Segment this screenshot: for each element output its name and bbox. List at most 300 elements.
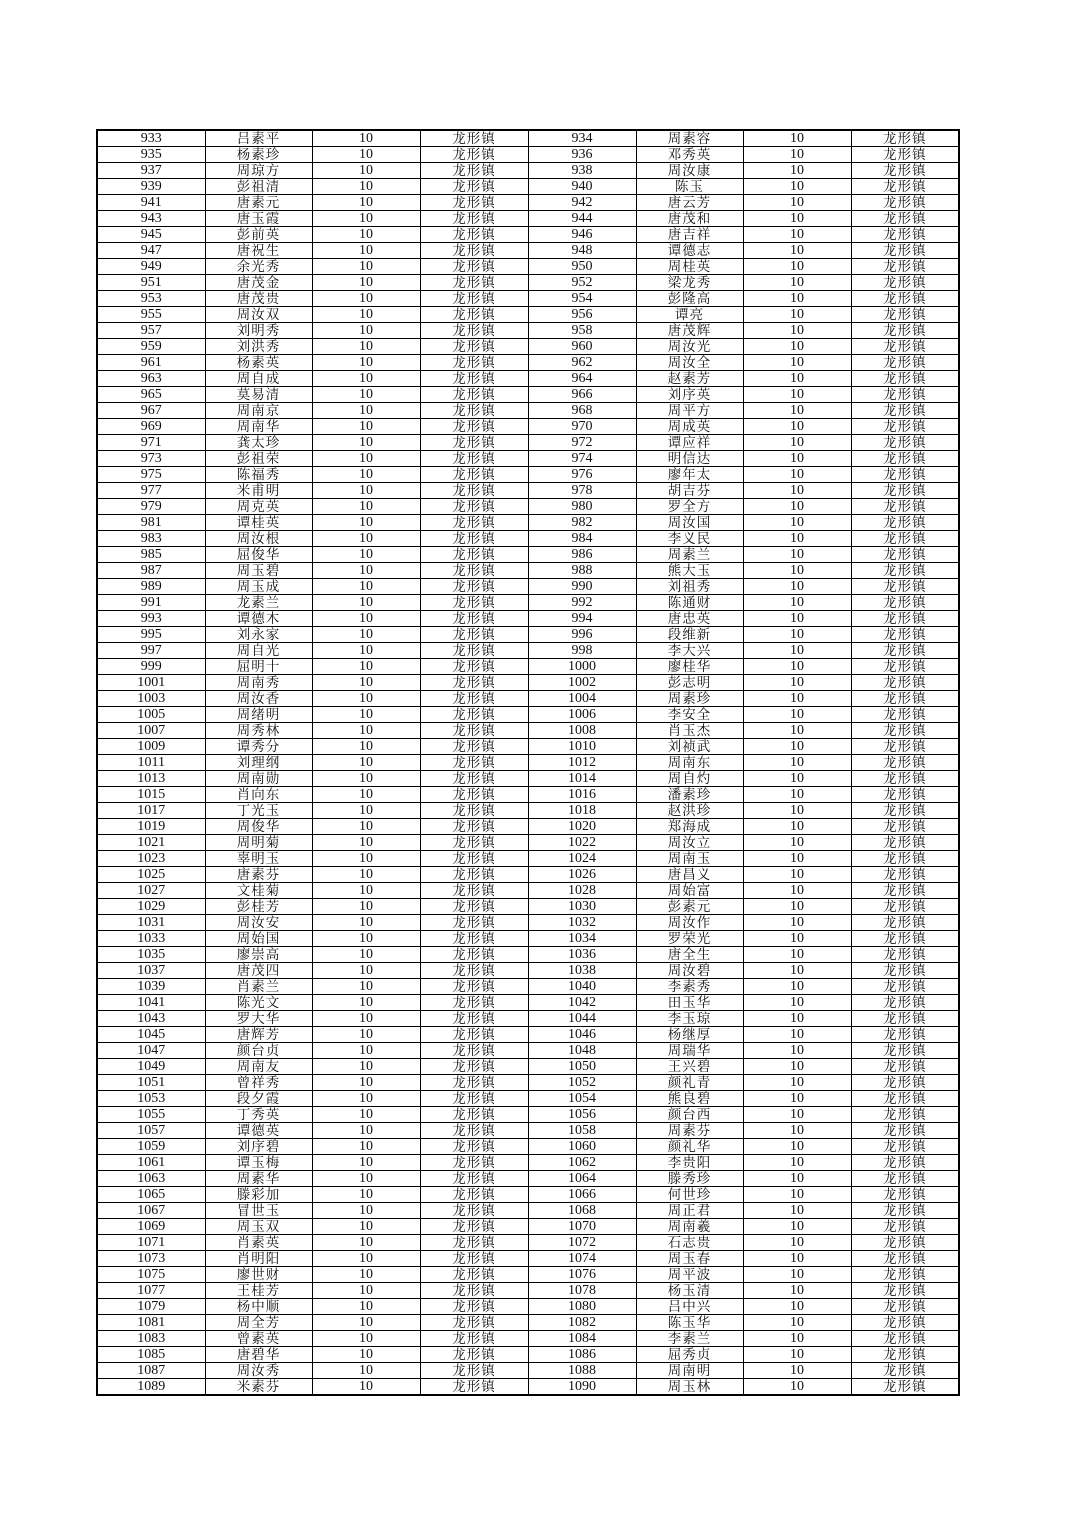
town-right: 龙形镇	[851, 547, 959, 563]
amount-left: 10	[312, 1299, 420, 1315]
name-left: 周汝双	[205, 307, 312, 323]
name-left: 周素华	[205, 1171, 312, 1187]
town-right: 龙形镇	[851, 643, 959, 659]
amount-left: 10	[312, 835, 420, 851]
name-right: 周始富	[636, 883, 743, 899]
name-left: 唐玉霞	[205, 211, 312, 227]
name-right: 周汝立	[636, 835, 743, 851]
beneficiary-table	[96, 129, 960, 1396]
amount-right: 10	[743, 195, 851, 211]
table-row	[97, 787, 959, 803]
table-row	[97, 1347, 959, 1363]
name-right: 廖桂华	[636, 659, 743, 675]
town-right: 龙形镇	[851, 1139, 959, 1155]
town-left: 龙形镇	[420, 947, 528, 963]
amount-right: 10	[743, 1299, 851, 1315]
name-left: 杨中顺	[205, 1299, 312, 1315]
name-right: 李素秀	[636, 979, 743, 995]
serial-number-left: 1057	[97, 1123, 205, 1139]
town-left: 龙形镇	[420, 130, 528, 147]
table-row	[97, 931, 959, 947]
amount-right: 10	[743, 130, 851, 147]
name-left: 廖世财	[205, 1267, 312, 1283]
name-right: 周正君	[636, 1203, 743, 1219]
town-left: 龙形镇	[420, 867, 528, 883]
table-row	[97, 467, 959, 483]
town-right: 龙形镇	[851, 1315, 959, 1331]
amount-right: 10	[743, 963, 851, 979]
name-left: 丁光玉	[205, 803, 312, 819]
serial-number-left: 1059	[97, 1139, 205, 1155]
serial-number-right: 944	[528, 211, 636, 227]
town-right: 龙形镇	[851, 1043, 959, 1059]
table-row	[97, 659, 959, 675]
town-left: 龙形镇	[420, 243, 528, 259]
serial-number-right: 978	[528, 483, 636, 499]
table-row	[97, 739, 959, 755]
table-row	[97, 147, 959, 163]
serial-number-left: 1043	[97, 1011, 205, 1027]
serial-number-right: 1018	[528, 803, 636, 819]
name-left: 唐祝生	[205, 243, 312, 259]
name-left: 吕素平	[205, 130, 312, 147]
amount-right: 10	[743, 1171, 851, 1187]
name-left: 周玉双	[205, 1219, 312, 1235]
amount-left: 10	[312, 707, 420, 723]
name-right: 明信达	[636, 451, 743, 467]
name-left: 曾祥秀	[205, 1075, 312, 1091]
amount-left: 10	[312, 243, 420, 259]
town-right: 龙形镇	[851, 227, 959, 243]
name-right: 颜礼青	[636, 1075, 743, 1091]
serial-number-left: 1017	[97, 803, 205, 819]
serial-number-right: 996	[528, 627, 636, 643]
town-left: 龙形镇	[420, 1363, 528, 1379]
name-left: 周克英	[205, 499, 312, 515]
name-right: 周南东	[636, 755, 743, 771]
amount-left: 10	[312, 675, 420, 691]
name-left: 周玉成	[205, 579, 312, 595]
serial-number-right: 936	[528, 147, 636, 163]
serial-number-right: 1064	[528, 1171, 636, 1187]
amount-left: 10	[312, 1203, 420, 1219]
town-left: 龙形镇	[420, 1283, 528, 1299]
serial-number-right: 1006	[528, 707, 636, 723]
serial-number-left: 1013	[97, 771, 205, 787]
table-body	[97, 130, 959, 1395]
serial-number-left: 1077	[97, 1283, 205, 1299]
town-left: 龙形镇	[420, 419, 528, 435]
name-left: 周自光	[205, 643, 312, 659]
town-right: 龙形镇	[851, 211, 959, 227]
town-right: 龙形镇	[851, 323, 959, 339]
town-right: 龙形镇	[851, 243, 959, 259]
town-right: 龙形镇	[851, 483, 959, 499]
serial-number-left: 951	[97, 275, 205, 291]
amount-right: 10	[743, 723, 851, 739]
table-row	[97, 707, 959, 723]
name-left: 滕彩加	[205, 1187, 312, 1203]
town-right: 龙形镇	[851, 867, 959, 883]
town-right: 龙形镇	[851, 307, 959, 323]
name-right: 彭隆高	[636, 291, 743, 307]
serial-number-left: 1075	[97, 1267, 205, 1283]
town-right: 龙形镇	[851, 1187, 959, 1203]
amount-right: 10	[743, 323, 851, 339]
serial-number-right: 1004	[528, 691, 636, 707]
town-right: 龙形镇	[851, 1251, 959, 1267]
amount-right: 10	[743, 707, 851, 723]
name-left: 唐茂贵	[205, 291, 312, 307]
name-left: 肖素兰	[205, 979, 312, 995]
serial-number-right: 938	[528, 163, 636, 179]
serial-number-right: 1080	[528, 1299, 636, 1315]
serial-number-right: 1070	[528, 1219, 636, 1235]
serial-number-right: 1090	[528, 1379, 636, 1396]
amount-right: 10	[743, 867, 851, 883]
serial-number-left: 975	[97, 467, 205, 483]
amount-left: 10	[312, 803, 420, 819]
name-left: 彭祖荣	[205, 451, 312, 467]
town-left: 龙形镇	[420, 643, 528, 659]
serial-number-left: 1089	[97, 1379, 205, 1396]
table-row	[97, 163, 959, 179]
name-right: 陈玉华	[636, 1315, 743, 1331]
serial-number-right: 1074	[528, 1251, 636, 1267]
table-row	[97, 563, 959, 579]
amount-left: 10	[312, 179, 420, 195]
amount-right: 10	[743, 819, 851, 835]
town-right: 龙形镇	[851, 387, 959, 403]
serial-number-left: 961	[97, 355, 205, 371]
amount-left: 10	[312, 659, 420, 675]
amount-right: 10	[743, 403, 851, 419]
amount-right: 10	[743, 1331, 851, 1347]
serial-number-right: 964	[528, 371, 636, 387]
name-right: 周汝作	[636, 915, 743, 931]
amount-left: 10	[312, 883, 420, 899]
serial-number-left: 963	[97, 371, 205, 387]
table-row	[97, 883, 959, 899]
town-left: 龙形镇	[420, 227, 528, 243]
serial-number-left: 1031	[97, 915, 205, 931]
serial-number-right: 986	[528, 547, 636, 563]
amount-left: 10	[312, 387, 420, 403]
amount-left: 10	[312, 771, 420, 787]
name-left: 文桂菊	[205, 883, 312, 899]
town-left: 龙形镇	[420, 147, 528, 163]
serial-number-right: 1086	[528, 1347, 636, 1363]
table-row	[97, 1059, 959, 1075]
serial-number-right: 1024	[528, 851, 636, 867]
amount-left: 10	[312, 1123, 420, 1139]
serial-number-left: 977	[97, 483, 205, 499]
amount-left: 10	[312, 547, 420, 563]
amount-right: 10	[743, 659, 851, 675]
name-left: 周南秀	[205, 675, 312, 691]
serial-number-right: 1032	[528, 915, 636, 931]
serial-number-left: 1021	[97, 835, 205, 851]
name-left: 谭桂英	[205, 515, 312, 531]
serial-number-right: 982	[528, 515, 636, 531]
serial-number-left: 957	[97, 323, 205, 339]
town-right: 龙形镇	[851, 419, 959, 435]
serial-number-right: 1016	[528, 787, 636, 803]
town-left: 龙形镇	[420, 1379, 528, 1396]
amount-right: 10	[743, 563, 851, 579]
amount-left: 10	[312, 1251, 420, 1267]
amount-right: 10	[743, 627, 851, 643]
name-right: 屈秀贞	[636, 1347, 743, 1363]
amount-left: 10	[312, 275, 420, 291]
name-left: 周汝秀	[205, 1363, 312, 1379]
name-right: 周素容	[636, 130, 743, 147]
name-left: 周汝香	[205, 691, 312, 707]
town-left: 龙形镇	[420, 1331, 528, 1347]
amount-left: 10	[312, 899, 420, 915]
serial-number-left: 979	[97, 499, 205, 515]
town-left: 龙形镇	[420, 211, 528, 227]
amount-left: 10	[312, 483, 420, 499]
serial-number-right: 1058	[528, 1123, 636, 1139]
serial-number-left: 945	[97, 227, 205, 243]
name-right: 周南羲	[636, 1219, 743, 1235]
serial-number-left: 1027	[97, 883, 205, 899]
amount-left: 10	[312, 947, 420, 963]
name-left: 周全芳	[205, 1315, 312, 1331]
name-left: 刘明秀	[205, 323, 312, 339]
serial-number-left: 967	[97, 403, 205, 419]
name-left: 冒世玉	[205, 1203, 312, 1219]
serial-number-left: 1007	[97, 723, 205, 739]
amount-right: 10	[743, 771, 851, 787]
serial-number-left: 1051	[97, 1075, 205, 1091]
town-left: 龙形镇	[420, 707, 528, 723]
name-right: 李素兰	[636, 1331, 743, 1347]
table-row	[97, 1363, 959, 1379]
amount-left: 10	[312, 1027, 420, 1043]
serial-number-right: 934	[528, 130, 636, 147]
name-left: 彭前英	[205, 227, 312, 243]
town-left: 龙形镇	[420, 1155, 528, 1171]
table-row	[97, 723, 959, 739]
serial-number-left: 1019	[97, 819, 205, 835]
table-row	[97, 259, 959, 275]
town-left: 龙形镇	[420, 819, 528, 835]
amount-right: 10	[743, 739, 851, 755]
serial-number-left: 1005	[97, 707, 205, 723]
serial-number-left: 1065	[97, 1187, 205, 1203]
town-right: 龙形镇	[851, 1379, 959, 1396]
table-row	[97, 323, 959, 339]
amount-right: 10	[743, 643, 851, 659]
name-right: 潘素珍	[636, 787, 743, 803]
amount-right: 10	[743, 1379, 851, 1396]
town-left: 龙形镇	[420, 1171, 528, 1187]
table-row	[97, 579, 959, 595]
amount-left: 10	[312, 627, 420, 643]
serial-number-left: 1029	[97, 899, 205, 915]
name-right: 肖玉杰	[636, 723, 743, 739]
name-right: 何世珍	[636, 1187, 743, 1203]
amount-left: 10	[312, 467, 420, 483]
name-left: 杨素英	[205, 355, 312, 371]
amount-left: 10	[312, 1187, 420, 1203]
town-left: 龙形镇	[420, 835, 528, 851]
table-row	[97, 643, 959, 659]
amount-left: 10	[312, 339, 420, 355]
serial-number-right: 1022	[528, 835, 636, 851]
amount-right: 10	[743, 419, 851, 435]
serial-number-left: 1041	[97, 995, 205, 1011]
name-left: 刘永家	[205, 627, 312, 643]
amount-left: 10	[312, 1283, 420, 1299]
amount-right: 10	[743, 291, 851, 307]
town-right: 龙形镇	[851, 883, 959, 899]
town-left: 龙形镇	[420, 435, 528, 451]
serial-number-left: 997	[97, 643, 205, 659]
town-right: 龙形镇	[851, 291, 959, 307]
name-right: 周玉林	[636, 1379, 743, 1396]
table-row	[97, 1187, 959, 1203]
name-left: 周明菊	[205, 835, 312, 851]
town-right: 龙形镇	[851, 771, 959, 787]
amount-right: 10	[743, 179, 851, 195]
name-right: 周南玉	[636, 851, 743, 867]
name-right: 陈玉	[636, 179, 743, 195]
name-left: 屈俊华	[205, 547, 312, 563]
town-right: 龙形镇	[851, 1283, 959, 1299]
serial-number-left: 1035	[97, 947, 205, 963]
town-right: 龙形镇	[851, 1331, 959, 1347]
amount-left: 10	[312, 163, 420, 179]
amount-left: 10	[312, 1267, 420, 1283]
town-left: 龙形镇	[420, 931, 528, 947]
serial-number-left: 1083	[97, 1331, 205, 1347]
amount-left: 10	[312, 579, 420, 595]
amount-right: 10	[743, 515, 851, 531]
town-left: 龙形镇	[420, 1075, 528, 1091]
name-left: 周自成	[205, 371, 312, 387]
serial-number-right: 1000	[528, 659, 636, 675]
name-left: 周南勋	[205, 771, 312, 787]
name-right: 段维新	[636, 627, 743, 643]
serial-number-right: 1030	[528, 899, 636, 915]
serial-number-left: 1011	[97, 755, 205, 771]
amount-right: 10	[743, 1155, 851, 1171]
table-row	[97, 1139, 959, 1155]
table-row	[97, 1235, 959, 1251]
amount-left: 10	[312, 1059, 420, 1075]
amount-right: 10	[743, 979, 851, 995]
amount-right: 10	[743, 1315, 851, 1331]
name-right: 唐吉祥	[636, 227, 743, 243]
serial-number-right: 1054	[528, 1091, 636, 1107]
name-left: 周琼方	[205, 163, 312, 179]
amount-left: 10	[312, 1043, 420, 1059]
serial-number-left: 991	[97, 595, 205, 611]
serial-number-right: 956	[528, 307, 636, 323]
name-left: 辜明玉	[205, 851, 312, 867]
amount-right: 10	[743, 755, 851, 771]
amount-right: 10	[743, 371, 851, 387]
town-left: 龙形镇	[420, 963, 528, 979]
amount-left: 10	[312, 1315, 420, 1331]
town-left: 龙形镇	[420, 803, 528, 819]
amount-left: 10	[312, 787, 420, 803]
name-right: 杨玉清	[636, 1283, 743, 1299]
serial-number-right: 1014	[528, 771, 636, 787]
town-left: 龙形镇	[420, 1027, 528, 1043]
serial-number-left: 983	[97, 531, 205, 547]
table-row	[97, 979, 959, 995]
name-right: 熊大玉	[636, 563, 743, 579]
name-left: 彭祖清	[205, 179, 312, 195]
serial-number-left: 965	[97, 387, 205, 403]
serial-number-left: 971	[97, 435, 205, 451]
name-left: 周玉碧	[205, 563, 312, 579]
serial-number-left: 937	[97, 163, 205, 179]
name-right: 唐茂辉	[636, 323, 743, 339]
town-left: 龙形镇	[420, 675, 528, 691]
town-left: 龙形镇	[420, 1107, 528, 1123]
amount-left: 10	[312, 995, 420, 1011]
serial-number-left: 1081	[97, 1315, 205, 1331]
serial-number-right: 962	[528, 355, 636, 371]
town-left: 龙形镇	[420, 563, 528, 579]
town-right: 龙形镇	[851, 899, 959, 915]
table-row	[97, 947, 959, 963]
serial-number-right: 968	[528, 403, 636, 419]
amount-left: 10	[312, 723, 420, 739]
name-left: 唐茂金	[205, 275, 312, 291]
serial-number-left: 939	[97, 179, 205, 195]
serial-number-right: 992	[528, 595, 636, 611]
table-row	[97, 419, 959, 435]
town-left: 龙形镇	[420, 1011, 528, 1027]
town-right: 龙形镇	[851, 1347, 959, 1363]
table-row	[97, 1027, 959, 1043]
town-left: 龙形镇	[420, 483, 528, 499]
amount-right: 10	[743, 467, 851, 483]
amount-right: 10	[743, 339, 851, 355]
table-row	[97, 755, 959, 771]
serial-number-left: 1003	[97, 691, 205, 707]
name-left: 米素芬	[205, 1379, 312, 1396]
town-right: 龙形镇	[851, 819, 959, 835]
name-left: 周秀林	[205, 723, 312, 739]
amount-left: 10	[312, 355, 420, 371]
town-right: 龙形镇	[851, 163, 959, 179]
serial-number-right: 1088	[528, 1363, 636, 1379]
amount-left: 10	[312, 1091, 420, 1107]
town-left: 龙形镇	[420, 611, 528, 627]
name-right: 周南明	[636, 1363, 743, 1379]
amount-left: 10	[312, 611, 420, 627]
town-right: 龙形镇	[851, 691, 959, 707]
name-left: 唐茂四	[205, 963, 312, 979]
amount-right: 10	[743, 1123, 851, 1139]
town-right: 龙形镇	[851, 579, 959, 595]
town-right: 龙形镇	[851, 675, 959, 691]
table-row	[97, 1123, 959, 1139]
serial-number-right: 950	[528, 259, 636, 275]
town-left: 龙形镇	[420, 547, 528, 563]
table-row	[97, 1267, 959, 1283]
serial-number-right: 958	[528, 323, 636, 339]
amount-right: 10	[743, 691, 851, 707]
amount-right: 10	[743, 147, 851, 163]
